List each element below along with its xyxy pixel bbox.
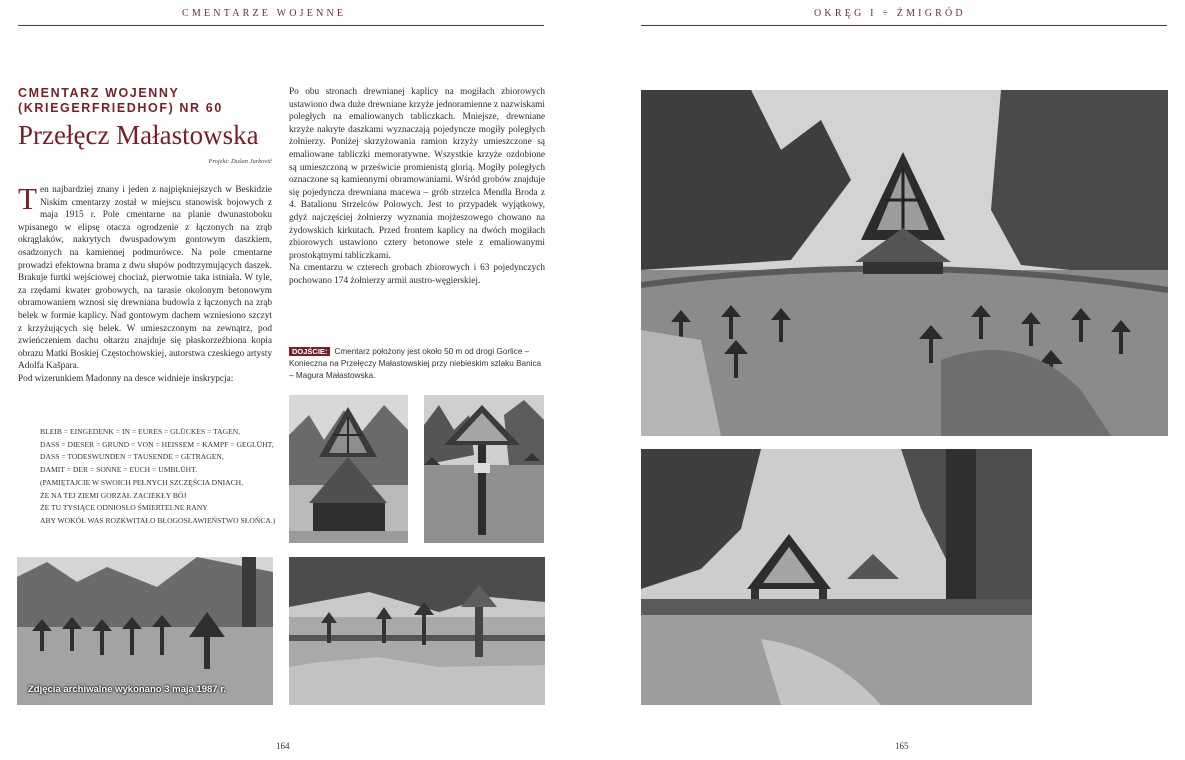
header-rule-left bbox=[18, 25, 544, 26]
access-text: Cmentarz położony jest około 50 m od drogi Gorlice – Konieczna na Przełęczy Małastowskiej przy niebieskim szlaku Banica – Magura Małastowska. bbox=[289, 347, 542, 380]
photo-cross bbox=[424, 395, 544, 543]
photo-cemetery-overview bbox=[641, 90, 1168, 436]
left-page bbox=[0, 0, 592, 760]
inscription-line: ŻE TU TYSIĄCE ODNIOSŁO ŚMIERTELNE RANY bbox=[40, 503, 208, 513]
inscription-line: DAMIT = DER = SONNE = EUCH = UMBLÜHT. bbox=[40, 465, 198, 475]
photo-caption: Zdjęcia archiwalne wykonano 3 maja 1987 r. bbox=[28, 684, 227, 695]
page-title: Przełęcz Małastowska bbox=[18, 120, 259, 150]
inscription-line: ABY WOKÓŁ WAS ROZKWITAŁO BŁOGOSŁAWIEŃSTWO SŁOŃCA.) bbox=[40, 515, 276, 525]
access-note bbox=[289, 346, 545, 382]
right-page bbox=[592, 0, 1185, 760]
paragraph-2: Pod wizerunkiem Madonny na desce widnieje inskrypcja: bbox=[18, 373, 234, 384]
inscription-line: ŻE NA TEJ ZIEMI GORZAŁ ZACIEKŁY BÓJ bbox=[40, 490, 187, 500]
kicker-line-1: CMENTARZ WOJENNY bbox=[18, 86, 180, 100]
photo-fence-crosses bbox=[289, 557, 545, 705]
dropcap: T bbox=[18, 181, 37, 216]
paragraph-1 bbox=[18, 181, 272, 373]
page-number-left: 164 bbox=[276, 741, 290, 751]
inscription bbox=[40, 426, 280, 528]
photo-grave-rows bbox=[17, 557, 273, 705]
paragraph-1-text: en najbardziej znany i jeden z najpiękniejszych w Beskidzie Niskim cmentarzy został w miejscu stanowisk bojowych z maja 1915 r. Pole cmentarne na planie dwunastoboku wpisanego w elipsę otacza ogrodzenie z łączonych na zrąb okrąglaków, nakrytych dwuspadowym gontowym daszkiem, osadzonych na kamiennej podmurówce. Na pole cmentarne prowadzi efektowna brama z dwu słupów podtrzymujących daszek. Brakuje furtki wejściowej chociaż, pierwotnie taka istniała. W tyle, za rzędami kwater grobowych, na tarasie okolonym betonowym obramowaniem wznosi się drewniana budowla z łączonych na zrąb belek w formie kaplicy. Nad gontowym dachem wzniesiono szczyt z krzyżujących się belek. W umieszczonym na zewnątrz, pod zwieńczeniem dachu ołtarzu znajduje się płaskorzeźbiona kopia obrazu Matki Boskiej Częstochowskiej, autorstwa czeskiego artysty Adolfa Kašpara. bbox=[18, 185, 272, 372]
photo-gate bbox=[641, 449, 1032, 705]
inscription-line: (PAMIĘTAJCIE W SWOICH PEŁNYCH SZCZĘŚCIA DNIACH, bbox=[40, 477, 244, 487]
inscription-line: DASS = TODESWUNDEN = TAUSENDE = GETRAGEN, bbox=[40, 452, 224, 462]
access-label: DOJŚCIE: bbox=[289, 347, 330, 356]
kicker-line-2: (KRIEGERFRIEDHOF) NR 60 bbox=[18, 101, 223, 115]
inscription-line: BLEIB = EINGEDENK = IN = EURES = GLÜCKES = TAGEN, bbox=[40, 427, 241, 436]
section-kicker bbox=[18, 86, 278, 116]
photo-chapel bbox=[289, 395, 408, 543]
inscription-line: DASS = DIESER = GRUND = VON = HEISSEM = KAMPF = GEGLÜHT, bbox=[40, 439, 274, 449]
column-2-paragraph: Po obu stronach drewnianej kaplicy na mogiłach zbiorowych ustawiono dwa duże drewniane krzyże jednoramienne z nazwiskami poległych na emaliowanych tabliczkach. Mniejsze, drewniane krzyże nakryte daszkami wyznaczają pojedyncze mogiły poległych żołnierzy. Poniżej skrzyżowania ramion krzyży umieszczone są emaliowane tabliczki memoratywne. Wszystkie krzyże ozdobione są umieszczoną w prześwicie promienistą glorią. Mogiły poległych oznaczone są kamiennymi obramowaniami. Wśród grobów znajduje się pojedyncza drewniana macewa – grób strzelca Mendla Broda z 4. Batalionu Strzelców Polowych. Jest to przypadek wyjątkowy, gdyż najczęściej żołnierzy wyznania mojżeszowego chowano na żydowskich kirkutach. Przed frontem kaplicy na dwóch mogiłach zbiorowych ustawiono cztery betonowe stele z emaliowanymi prostokątnymi tabliczkami. bbox=[289, 87, 545, 261]
header-rule-right bbox=[641, 25, 1167, 26]
running-head-left: CMENTARZE WOJENNE bbox=[182, 8, 347, 19]
byline: Projekt: Dušan Jurkovič bbox=[208, 158, 272, 165]
column-2-paragraph-2: Na cmentarzu w czterech grobach zbiorowych i 63 pojedynczych pochowano 174 żołnierzy armii austro-węgierskiej. bbox=[289, 263, 545, 286]
running-head-right: OKRĘG I ÷ ŻMIGRÓD bbox=[814, 8, 966, 19]
page-number-right: 165 bbox=[895, 741, 909, 751]
column-2 bbox=[289, 86, 545, 288]
column-1 bbox=[18, 181, 272, 386]
